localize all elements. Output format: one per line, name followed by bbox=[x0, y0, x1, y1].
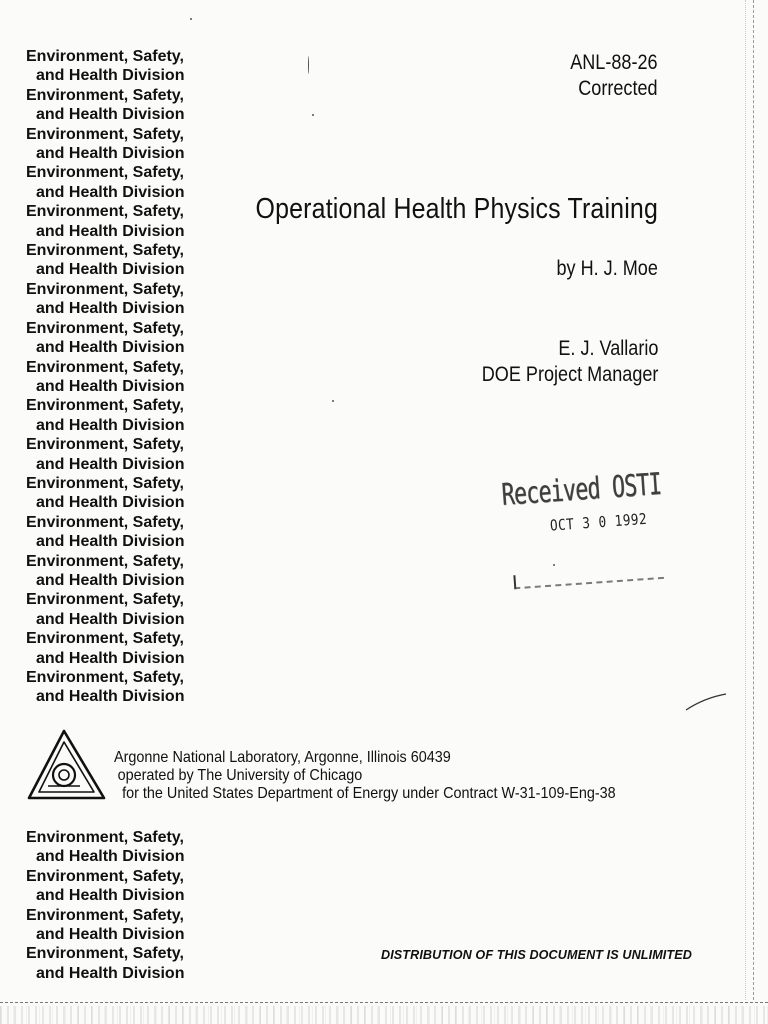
scan-speck bbox=[332, 400, 334, 402]
division-line-2: and Health Division bbox=[36, 887, 185, 905]
argonne-logo-icon bbox=[26, 728, 108, 804]
division-line-2: and Health Division bbox=[36, 145, 185, 163]
division-line-2: and Health Division bbox=[36, 67, 185, 85]
division-line-1: Environment, Safety, bbox=[26, 513, 184, 531]
division-line-2: and Health Division bbox=[36, 339, 185, 357]
report-status: Corrected bbox=[578, 77, 658, 100]
report-number: ANL-88-26 bbox=[570, 51, 658, 74]
division-line-1: Environment, Safety, bbox=[26, 397, 184, 415]
division-line-1: Environment, Safety, bbox=[26, 48, 184, 65]
division-line-2: and Health Division bbox=[36, 222, 185, 240]
scan-speck bbox=[308, 56, 309, 74]
received-stamp bbox=[500, 456, 710, 620]
manager-role: DOE Project Manager bbox=[481, 363, 658, 386]
scan-speck bbox=[312, 114, 314, 116]
division-line-1: Environment, Safety, bbox=[26, 906, 184, 924]
project-manager bbox=[481, 336, 658, 388]
lab-address bbox=[114, 749, 671, 803]
division-line-1: Environment, Safety, bbox=[26, 591, 184, 609]
lab-line-2: operated by The University of Chicago bbox=[117, 767, 363, 784]
division-line-1: Environment, Safety, bbox=[26, 86, 184, 104]
division-line-2: and Health Division bbox=[36, 688, 185, 706]
stamp-signature-line bbox=[514, 577, 664, 589]
scan-speck bbox=[190, 18, 192, 20]
division-line-1: Environment, Safety, bbox=[26, 829, 184, 846]
division-line-2: and Health Division bbox=[36, 377, 185, 395]
scan-bottom-noise bbox=[0, 1006, 768, 1024]
division-line-2: and Health Division bbox=[36, 183, 185, 201]
division-line-1: Environment, Safety, bbox=[26, 242, 184, 260]
division-line-2: and Health Division bbox=[36, 926, 185, 944]
stamp-received-text: Received OSTI bbox=[500, 466, 663, 513]
stamp-date: OCT 3 0 1992 bbox=[549, 509, 648, 535]
division-line-1: Environment, Safety, bbox=[26, 945, 184, 963]
division-line-2: and Health Division bbox=[36, 416, 185, 434]
scan-pen-mark bbox=[684, 692, 728, 714]
division-line-1: Environment, Safety, bbox=[26, 669, 184, 686]
division-line-1: Environment, Safety, bbox=[26, 164, 184, 182]
division-line-1: Environment, Safety, bbox=[26, 436, 184, 454]
division-line-1: Environment, Safety, bbox=[26, 203, 184, 221]
report-id bbox=[571, 50, 658, 102]
scan-bottom-rule bbox=[0, 1002, 768, 1003]
scan-speck bbox=[553, 564, 555, 566]
lab-line-3: for the United States Department of Energy under Contract W-31-109-Eng-38 bbox=[122, 785, 616, 802]
scan-right-edge bbox=[753, 0, 754, 1000]
division-line-1: Environment, Safety, bbox=[26, 280, 184, 298]
division-line-2: and Health Division bbox=[36, 964, 185, 982]
division-line-2: and Health Division bbox=[36, 300, 185, 318]
division-stack-bottom bbox=[26, 828, 226, 983]
division-line-1: Environment, Safety, bbox=[26, 630, 184, 648]
division-line-2: and Health Division bbox=[36, 610, 185, 628]
division-line-2: and Health Division bbox=[36, 533, 185, 551]
division-line-2: and Health Division bbox=[36, 494, 185, 512]
lab-line-1: Argonne National Laboratory, Argonne, Illinois 60439 bbox=[114, 749, 451, 766]
division-line-1: Environment, Safety, bbox=[26, 474, 184, 492]
division-line-1: Environment, Safety, bbox=[26, 319, 184, 337]
division-line-1: Environment, Safety, bbox=[26, 125, 184, 143]
division-line-2: and Health Division bbox=[36, 261, 185, 279]
scan-right-edge-faint bbox=[745, 0, 746, 1000]
manager-name: E. J. Vallario bbox=[557, 337, 658, 360]
division-line-1: Environment, Safety, bbox=[26, 552, 184, 570]
division-line-2: and Health Division bbox=[36, 649, 185, 667]
division-line-2: and Health Division bbox=[36, 455, 185, 473]
author-line: by H. J. Moe bbox=[556, 257, 658, 280]
division-line-1: Environment, Safety, bbox=[26, 358, 184, 376]
division-line-1: Environment, Safety, bbox=[26, 867, 184, 885]
document-title: Operational Health Physics Training bbox=[255, 193, 658, 225]
distribution-notice: DISTRIBUTION OF THIS DOCUMENT IS UNLIMITED bbox=[381, 947, 692, 962]
division-line-2: and Health Division bbox=[36, 848, 185, 866]
division-stack-top bbox=[26, 47, 226, 707]
division-line-2: and Health Division bbox=[36, 571, 185, 589]
division-line-2: and Health Division bbox=[36, 106, 185, 124]
